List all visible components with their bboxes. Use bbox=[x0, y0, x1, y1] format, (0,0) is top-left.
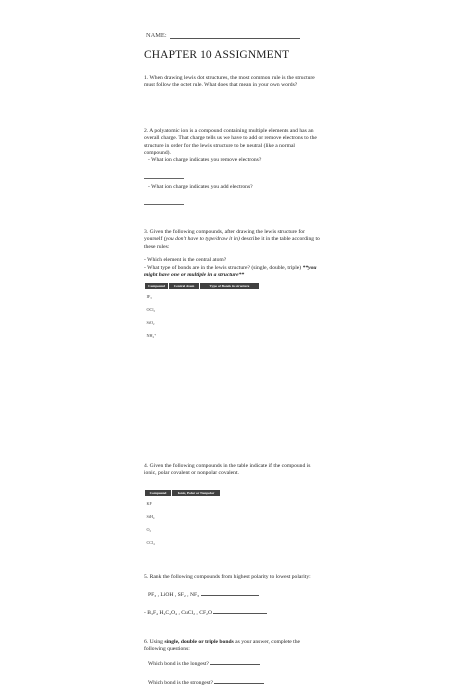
question-3-intro: 3. Given the following compounds, after drawing the lewis structure for yourself bbox=[144, 229, 305, 243]
question-6-intro-bold: single, double or triple bonds bbox=[164, 639, 234, 645]
answer-cell[interactable] bbox=[169, 290, 200, 304]
answer-cell[interactable] bbox=[172, 523, 221, 536]
name-label: NAME: bbox=[146, 32, 167, 39]
compound-cell: O₂ bbox=[146, 527, 151, 532]
question-3-rule-2-note: **you might have one or multiple in a structure** bbox=[144, 265, 317, 279]
page-title: CHAPTER 10 ASSIGNMENT bbox=[144, 49, 290, 61]
table-row bbox=[145, 290, 260, 304]
table-header-row bbox=[145, 490, 221, 497]
compound-bonds-table bbox=[144, 282, 260, 342]
question-6 bbox=[144, 639, 322, 654]
answer-cell[interactable] bbox=[169, 316, 200, 329]
question-2-sub-2: - What ion charge indicates you add electrons? bbox=[148, 184, 253, 190]
table-header-cell: Ionic, Polar or Nonpolar bbox=[172, 490, 221, 497]
question-6-strongest bbox=[148, 678, 264, 687]
answer-cell[interactable] bbox=[169, 329, 200, 342]
name-field bbox=[146, 32, 300, 39]
table-header-row bbox=[145, 283, 260, 290]
table-row bbox=[145, 510, 221, 523]
question-5: 5. Rank the following compounds from highest polarity to lowest polarity: bbox=[144, 574, 311, 580]
answer-cell[interactable] bbox=[169, 303, 200, 316]
question-2-sub-1: - What ion charge indicates you remove electrons? bbox=[148, 157, 262, 163]
question-2: 2. A polyatomic ion is a compound containing multiple elements and has an overall charge. That charge tells us we have to add or remove electrons to the structure in order for the lewis structure to be neutral (like a normal compound). bbox=[144, 128, 317, 157]
question-3-intro-end: describe it in the table according to these rules: bbox=[144, 236, 320, 250]
question-6-intro-end: as your answer, complete the following questions: bbox=[144, 639, 301, 653]
answer-cell[interactable] bbox=[200, 316, 260, 329]
compound-cell: IF₃ bbox=[146, 294, 152, 299]
answer-line-2a[interactable] bbox=[144, 178, 184, 179]
table-header-cell: Type of Bonds in structure bbox=[200, 283, 260, 290]
table-header-cell: Compound bbox=[145, 490, 172, 497]
question-3-intro-italic: (you don't have to type/draw it in) bbox=[163, 236, 240, 243]
question-5-list-2 bbox=[144, 608, 267, 617]
compound-cell: SiH₄ bbox=[146, 514, 155, 519]
table-header-cell: Compound bbox=[145, 283, 169, 290]
table-row bbox=[145, 536, 221, 549]
question-6-intro: 6. Using bbox=[144, 639, 163, 645]
answer-cell[interactable] bbox=[172, 536, 221, 549]
question-3-rule-1: - Which element is the central atom? bbox=[144, 257, 227, 263]
compound-cell: OCl₂ bbox=[146, 307, 155, 312]
table-row bbox=[145, 523, 221, 536]
table-row bbox=[145, 497, 221, 511]
name-blank-line[interactable] bbox=[170, 32, 300, 39]
answer-cell[interactable] bbox=[172, 497, 221, 511]
table-row bbox=[145, 303, 260, 316]
table-row bbox=[145, 329, 260, 342]
answer-line-5a[interactable] bbox=[201, 590, 259, 596]
question-3-rule-2-text: - What type of bonds are in the lewis structure? (single, double, triple) bbox=[144, 265, 302, 271]
question-3 bbox=[144, 229, 322, 251]
question-6-strongest-text: Which bond is the strongest? bbox=[148, 680, 213, 686]
answer-line-6b[interactable] bbox=[214, 678, 264, 684]
question-5-compounds-2: - B₃F₄ H₂C₂O₄ , CuCl₂ , CF₂O bbox=[144, 610, 213, 616]
answer-cell[interactable] bbox=[200, 303, 260, 316]
answer-cell[interactable] bbox=[200, 290, 260, 304]
answer-cell[interactable] bbox=[172, 510, 221, 523]
compound-cell: KF bbox=[146, 501, 152, 506]
answer-line-2b[interactable] bbox=[144, 204, 184, 205]
question-6-longest-text: Which bond is the longest? bbox=[148, 661, 209, 667]
answer-cell[interactable] bbox=[200, 329, 260, 342]
answer-line-6a[interactable] bbox=[210, 659, 260, 665]
answer-line-5b[interactable] bbox=[213, 608, 267, 614]
question-6-longest bbox=[148, 659, 260, 668]
question-4: 4. Given the following compounds in the table indicate if the compound is ionic, polar covalent or nonpolar covalent. bbox=[144, 463, 311, 477]
compound-type-table bbox=[144, 489, 221, 549]
compound-cell: CCl₄ bbox=[146, 540, 155, 545]
question-5-list-1 bbox=[148, 590, 259, 599]
compound-cell: NH₄⁺ bbox=[146, 333, 157, 338]
question-5-compounds-1: PF₃ , LiOH , SF₂ , NF₃ bbox=[148, 592, 200, 598]
compound-cell: SiO₂ bbox=[146, 320, 155, 325]
question-1: 1. When drawing lewis dot structures, the most common rule is the structure must follow the octet rule. What does that mean in your own words? bbox=[144, 75, 315, 89]
table-header-cell: Central Atom bbox=[169, 283, 200, 290]
question-3-rule-2 bbox=[144, 265, 322, 280]
table-row bbox=[145, 316, 260, 329]
